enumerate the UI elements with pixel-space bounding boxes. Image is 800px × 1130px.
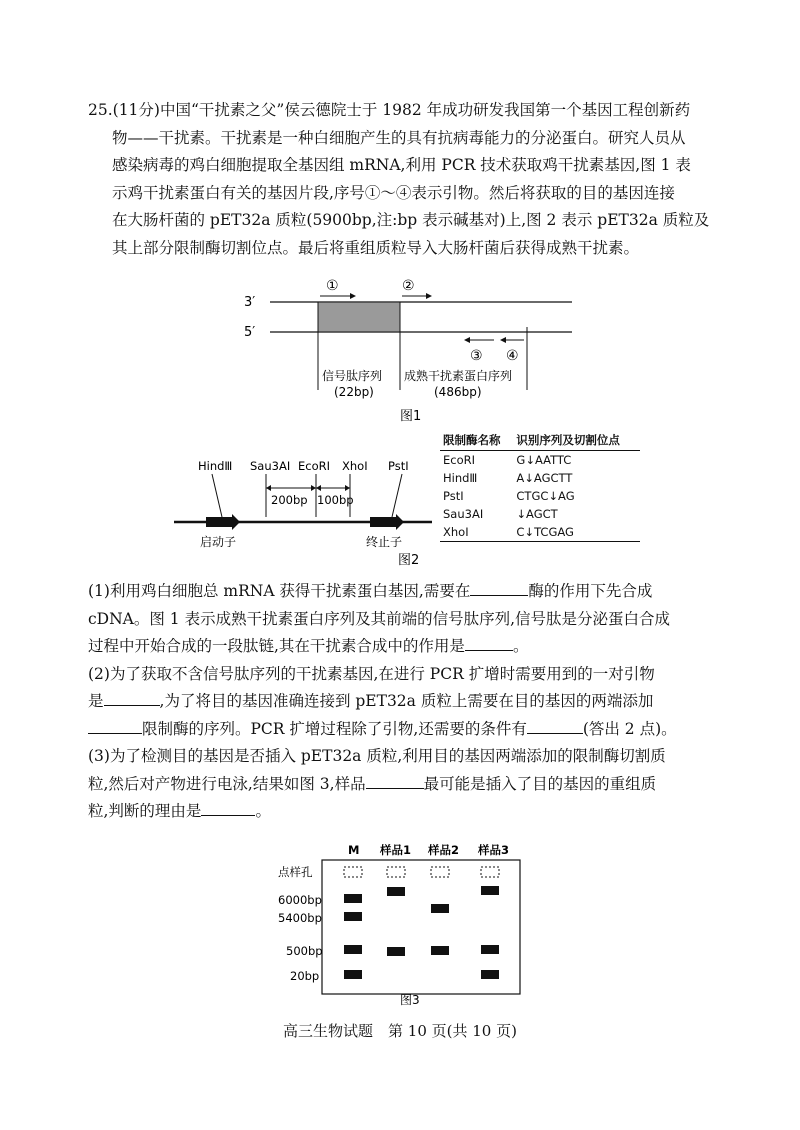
signal-peptide-segment	[318, 302, 400, 332]
figure-3-gel	[272, 838, 542, 1008]
answer-blank[interactable]	[366, 773, 424, 789]
well	[387, 867, 405, 877]
intro-line: 其上部分限制酶切割位点。最后将重组质粒导入大肠杆菌后获得成熟干扰素。	[112, 238, 640, 257]
intro-line: 感染病毒的鸡白细胞提取全基因组 mRNA,利用 PCR 技术获取鸡干扰素基因,图 1 表	[112, 156, 691, 174]
q3-line3	[88, 798, 718, 826]
primer-2-label: ②	[402, 278, 415, 294]
mature-sequence-length: (486bp)	[434, 385, 482, 399]
enzyme-name: PstⅠ	[443, 489, 464, 503]
band-s1-500	[387, 947, 405, 956]
lane-label-sample2: 样品2	[428, 843, 460, 857]
q3-text: 粒,判断的理由是	[88, 802, 202, 820]
q2-text: (答出 2 点)。	[582, 719, 677, 738]
q2-line1: (2)为了获取不含信号肽序列的干扰素基因,在进行 PCR 扩增时需要用到的一对引物	[88, 664, 655, 683]
primer-1-label: ①	[326, 278, 339, 294]
figure-2	[170, 452, 435, 572]
enzyme-site: G↓AATTC	[516, 453, 572, 467]
table-row	[440, 469, 640, 487]
q2-text: ,为了将目的基因准确连接到 pET32a 质粒上需要在目的基因的两端添加	[159, 692, 654, 710]
intro-line: 在大肠杆菌的 pET32a 质粒(5900bp,注:bp 表示碱基对)上,图 2 表示 pET32a 质粒及	[112, 211, 710, 229]
band-m-5400	[344, 912, 362, 921]
table-row	[440, 451, 640, 470]
promoter-arrow	[206, 514, 240, 530]
q1-text: 过程中开始合成的一段肽链,其在干扰素合成中的作用是	[88, 637, 465, 655]
strand-3prime: 3′	[244, 295, 256, 310]
signal-peptide-label: 信号肽序列	[322, 369, 383, 383]
well	[344, 867, 362, 877]
site-psti: PstⅠ	[388, 459, 409, 473]
primer-4-label: ④	[506, 348, 519, 364]
q3-line1: (3)为了检测目的基因是否插入 pET32a 质粒,利用目的基因两端添加的限制酶切割质	[88, 747, 666, 765]
table-header: 限制酶名称	[440, 430, 513, 451]
q3-text: 粒,然后对产物进行电泳,结果如图 3,样品	[88, 774, 366, 793]
q3-line2	[88, 771, 718, 799]
answer-blank[interactable]	[527, 718, 583, 734]
table-row	[440, 523, 640, 542]
terminator-label: 终止子	[366, 535, 403, 549]
band-s1-upper	[387, 887, 405, 896]
answer-blank[interactable]	[465, 635, 513, 651]
intro-line: 物——干扰素。干扰素是一种白细胞产生的具有抗病毒能力的分泌蛋白。研究人员从	[112, 128, 686, 147]
band-s3-500	[481, 945, 499, 954]
mature-sequence-label: 成熟干扰素蛋白序列	[404, 369, 513, 383]
q3-text: 。	[255, 802, 271, 820]
band-m-20	[344, 970, 362, 979]
page-footer: 高三生物试题 第 10 页(共 10 页)	[283, 1022, 517, 1040]
enzyme-table	[440, 430, 640, 542]
answer-blank[interactable]	[104, 690, 160, 706]
q3-text: 最可能是插入了目的基因的重组质	[423, 774, 657, 793]
band-s2-500	[431, 946, 449, 955]
figure-3-caption: 图3	[400, 993, 420, 1007]
intro-line: 25.(11分)中国“干扰素之父”侯云德院士于 1982 年成功研发我国第一个基因工程创新药	[88, 101, 691, 119]
terminator-arrow	[370, 514, 404, 530]
site-xhoi: XhoⅠ	[342, 459, 368, 473]
band-s2-upper	[431, 904, 449, 913]
lane-label-m: M	[348, 843, 360, 857]
figure-1-caption: 图1	[400, 409, 422, 424]
marker-5400bp: 5400bp	[278, 911, 322, 925]
intro-line: 示鸡干扰素蛋白有关的基因片段,序号①～④表示引物。然后将获取的目的基因连接	[112, 183, 675, 202]
site-hindiii: HindⅢ	[198, 459, 233, 473]
distance-200bp: 200bp	[271, 493, 308, 507]
primer-3-label: ③	[470, 348, 483, 364]
well-row-label: 点样孔	[278, 865, 313, 879]
marker-20bp: 20bp	[290, 969, 320, 983]
table-row	[440, 487, 640, 505]
enzyme-name: EcoRⅠ	[443, 453, 476, 467]
enzyme-site: C↓TCGAG	[513, 523, 640, 542]
q1-text: 。	[512, 637, 529, 655]
band-m-6000	[344, 894, 362, 903]
q2-text: 限制酶的序列。PCR 扩增过程除了引物,还需要的条件有	[142, 719, 527, 738]
q2-text: 是	[88, 692, 104, 710]
lane-label-sample3: 样品3	[478, 843, 510, 857]
q1-line1	[88, 578, 718, 606]
figure-1	[230, 272, 590, 427]
well	[431, 867, 449, 877]
promoter-label: 启动子	[200, 535, 237, 549]
answer-blank[interactable]	[88, 718, 142, 734]
figure-2-caption: 图2	[398, 553, 420, 568]
site-sau3ai: Sau3AⅠ	[250, 459, 291, 473]
enzyme-name: Sau3AⅠ	[443, 507, 484, 521]
q2-line2	[88, 688, 718, 716]
distance-100bp: 100bp	[317, 493, 354, 507]
q1-text: 酶的作用下先合成	[528, 582, 653, 600]
enzyme-site: CTGC↓AG	[516, 489, 575, 503]
enzyme-name: HindⅢ	[443, 471, 478, 485]
enzyme-site: ↓AGCT	[516, 507, 558, 521]
q1-line3	[88, 633, 718, 661]
enzyme-site: A↓AGCTT	[516, 471, 573, 485]
well	[481, 867, 499, 877]
q1-text: (1)利用鸡白细胞总 mRNA 获得干扰素蛋白基因,需要在	[88, 582, 471, 600]
lane-label-sample1: 样品1	[380, 843, 412, 857]
table-row	[440, 505, 640, 523]
site-ecori: EcoRⅠ	[298, 459, 331, 473]
table-header: 识别序列及切割位点	[513, 430, 640, 451]
band-s3-20	[481, 970, 499, 979]
strand-5prime: 5′	[244, 325, 256, 340]
table-header-row	[440, 430, 640, 451]
sub-questions	[88, 578, 718, 826]
marker-6000bp: 6000bp	[278, 893, 322, 907]
enzyme-name: XhoⅠ	[440, 523, 513, 542]
band-s3-upper	[481, 886, 499, 895]
question-intro	[88, 97, 718, 262]
marker-500bp: 500bp	[286, 944, 323, 958]
answer-blank[interactable]	[470, 580, 528, 596]
q1-line2: cDNA。图 1 表示成熟干扰素蛋白序列及其前端的信号肽序列,信号肽是分泌蛋白合成	[88, 609, 671, 628]
band-m-500	[344, 945, 362, 954]
signal-peptide-length: (22bp)	[334, 385, 374, 399]
answer-blank[interactable]	[201, 800, 255, 816]
q2-line3	[88, 716, 718, 744]
